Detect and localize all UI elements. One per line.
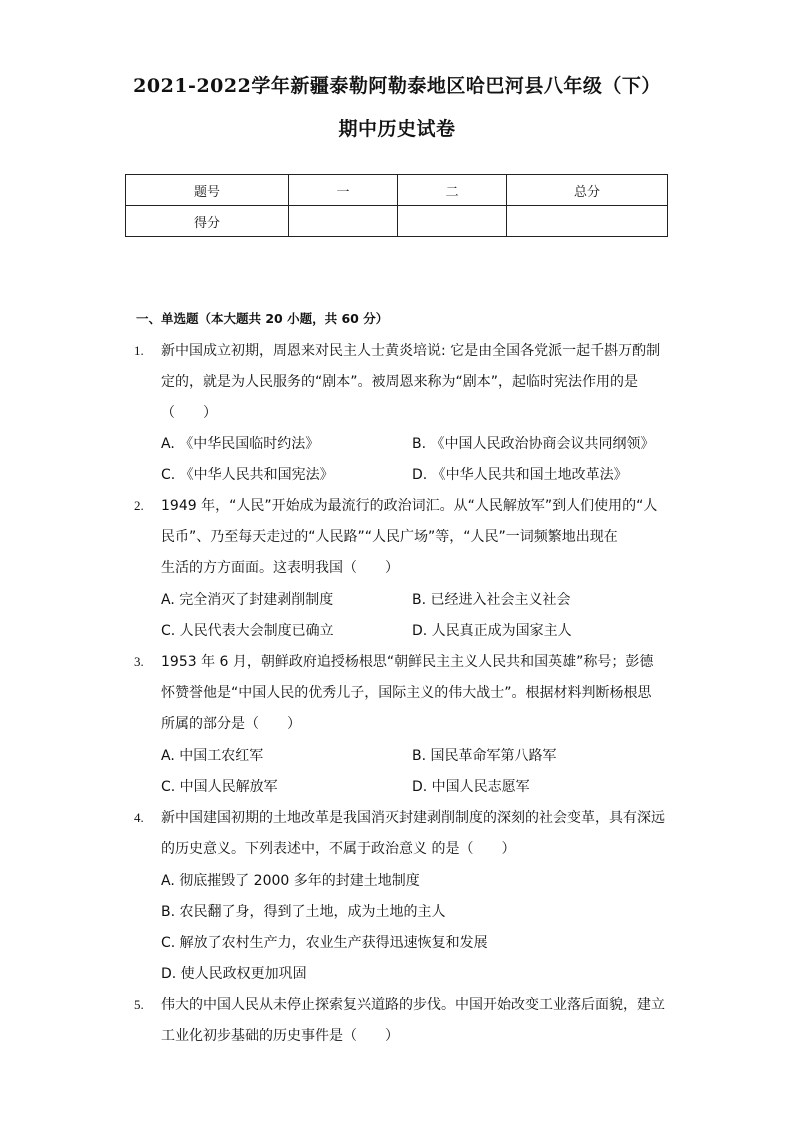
section-title: 一、单选题（本大题共 20 小题，共 60 分） [136,311,389,326]
question-text: 怀赞誉他是“中国人民的优秀儿子，国际主义的伟大战士”。根据材料判断杨根思 [161,685,652,701]
option-a: A. 《中华民国临时约法》 [161,436,320,452]
score-row-label: 得分 [126,206,289,237]
option-c: C. 中国人民解放军 [161,779,278,795]
option-d: D. 《中华人民共和国土地改革法》 [412,467,628,483]
score-table [125,174,668,237]
question-text: （ ） [161,405,217,421]
question-text: 新中国成立初期，周恩来对民主人士黄炎培说: 它是由全国各党派一起千斟万酌制 [161,343,661,359]
question-text: 工业化初步基础的历史事件是（ ） [161,1028,399,1044]
question-number: 1. [134,343,144,358]
question-text: 定的，就是为人民服务的“剧本”。被周恩来称为“剧本”，起临时宪法作用的是 [161,374,639,390]
option-c: C. 人民代表大会制度已确立 [161,623,334,639]
option-a: A. 中国工农红军 [161,748,264,764]
score-header-cell: 总分 [507,175,668,206]
score-cell-empty [398,206,507,237]
option-d: D. 人民真正成为国家主人 [412,623,572,639]
option-c: C. 解放了农村生产力，农业生产获得迅速恢复和发展 [161,935,488,951]
question-number: 5. [134,997,144,1012]
option-b: B. 《中国人民政治协商会议共同纲领》 [412,436,655,452]
option-c: C. 《中华人民共和国宪法》 [161,467,334,483]
question-text: 的历史意义。下列表述中，不属于政治意义 的是（ ） [161,841,516,857]
question-number: 3. [134,654,144,669]
question-text: 所属的部分是（ ） [161,716,301,732]
question-text: 生活的方方面面。这表明我国（ ） [161,560,399,576]
question-text: 新中国建国初期的土地改革是我国消灭封建剥削制度的深刻的社会变革，具有深远 [161,810,665,826]
score-cell-empty [507,206,668,237]
score-cell-empty [289,206,398,237]
question-number: 2. [134,498,144,513]
option-a: A. 彻底摧毁了 2000 多年的封建土地制度 [161,873,420,889]
option-b: B. 国民革命军第八路军 [412,748,557,764]
option-b: B. 已经进入社会主义社会 [412,592,571,608]
question-text: 民币”、乃至每天走过的“人民路”“人民广场”等，“人民”一词频繁地出现在 [161,529,618,545]
question-text: 伟大的中国人民从未停止探索复兴道路的步伐。中国开始改变工业落后面貌，建立 [161,997,665,1013]
score-table-header-row [126,175,668,206]
exam-title-line1: 2021-2022学年新疆泰勒阿勒泰地区哈巴河县八年级（下） [133,75,661,97]
exam-title-line2: 期中历史试卷 [338,118,456,140]
option-d: D. 中国人民志愿军 [412,779,530,795]
question-number: 4. [134,810,144,825]
option-b: B. 农民翻了身，得到了土地，成为土地的主人 [161,904,446,920]
score-header-cell: 题号 [126,175,289,206]
score-table-score-row [126,206,668,237]
option-d: D. 使人民政权更加巩固 [161,966,307,982]
score-header-cell: 二 [398,175,507,206]
question-text: 1949 年，“人民”开始成为最流行的政治词汇。从“人民解放军”到人们使用的“人 [161,498,658,514]
score-header-cell: 一 [289,175,398,206]
option-a: A. 完全消灭了封建剥削制度 [161,592,334,608]
question-text: 1953 年 6 月，朝鲜政府追授杨根思“朝鲜民主主义人民共和国英雄”称号；彭德 [161,654,654,670]
